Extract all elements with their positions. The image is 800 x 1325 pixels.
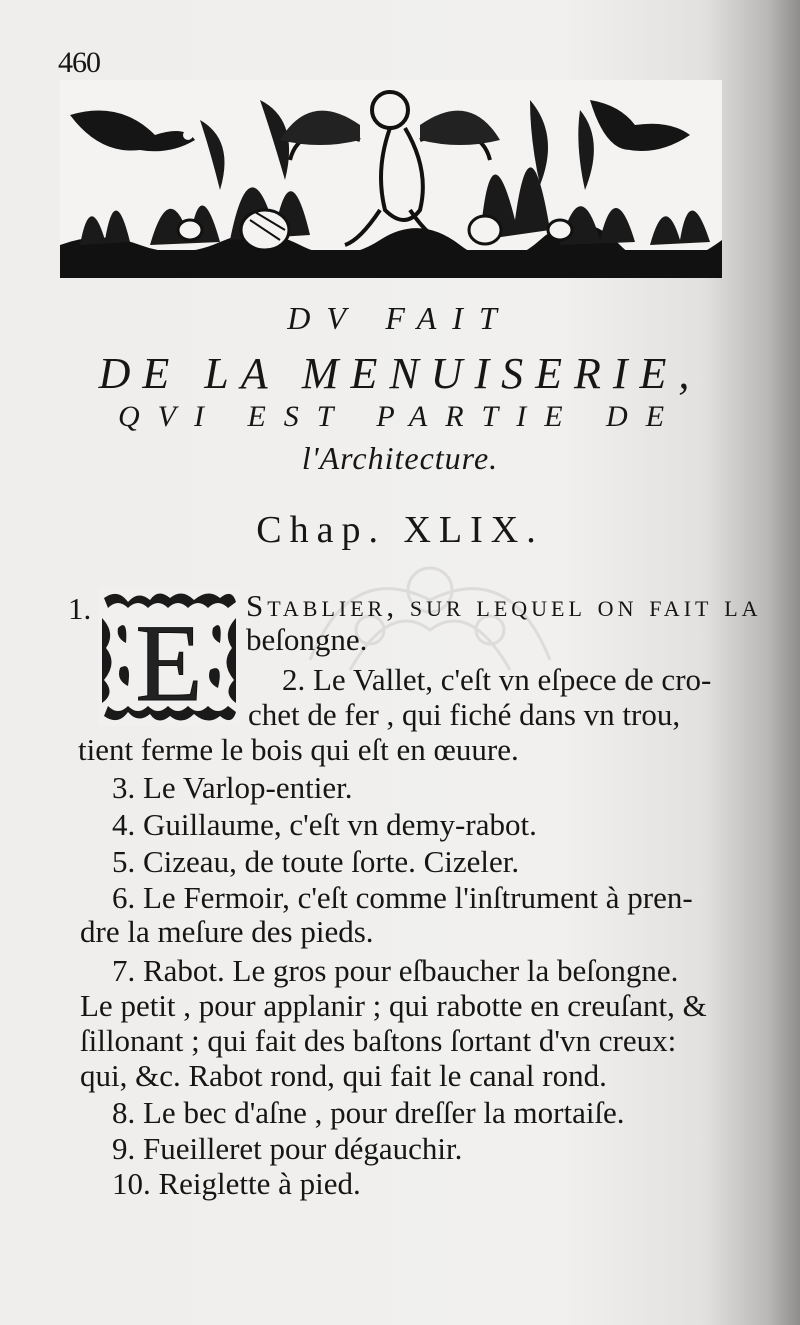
- text-line-12: 7. Rabot. Le gros pour eſbaucher la beſongne.: [112, 953, 679, 988]
- text-line-9: 5. Cizeau, de toute ſorte. Cizeler.: [112, 844, 520, 879]
- woodcut-ornament: [60, 80, 722, 278]
- text-line-14: ſillonant ; qui fait des baſtons ſortant d'vn creux:: [80, 1023, 677, 1058]
- title-line-4: l'Architecture.: [301, 440, 499, 476]
- title-line-1: DV FAIT: [287, 300, 513, 336]
- initial-letter: E: [135, 602, 203, 724]
- text-line-16: 8. Le bec d'aſne , pour dreſſer la mortaiſe.: [112, 1095, 625, 1130]
- title-line-3: QVI EST PARTIE DE: [117, 400, 683, 433]
- text-line-8: 4. Guillaume, c'eſt vn demy-rabot.: [112, 807, 537, 842]
- text-line-11: dre la meſure des pieds.: [80, 914, 374, 949]
- page-number: 460: [58, 46, 100, 79]
- text-line-17: 9. Fueilleret pour dégauchir.: [112, 1131, 463, 1166]
- text-line-4: 2. Le Vallet, c'eſt vn eſpece de cro-: [282, 662, 712, 697]
- text-line-2: Stablier, ſur lequel on fait la: [246, 588, 762, 623]
- text-line-18: 10. Reiglette à pied.: [112, 1166, 361, 1201]
- text-line-1: 1.: [68, 591, 92, 626]
- text-line-15: qui, &c. Rabot rond, qui fait le canal rond.: [80, 1058, 607, 1093]
- text-line-13: Le petit , pour applanir ; qui rabotte en creuſant, &: [80, 988, 707, 1023]
- text-line-5: chet de fer , qui fiché dans vn trou,: [248, 697, 681, 732]
- text-line-10: 6. Le Fermoir, c'eſt comme l'inſtrument à pren-: [112, 880, 693, 915]
- text-line-7: 3. Le Varlop-entier.: [112, 770, 353, 805]
- text-line-3: beſongne.: [246, 622, 368, 657]
- chapter-heading: Chap. XLIX.: [256, 509, 544, 551]
- decorated-initial: [98, 588, 240, 726]
- text-line-6: tient ferme le bois qui eſt en œuure.: [78, 732, 519, 767]
- title-line-2: DE LA MENUISERIE,: [98, 349, 702, 398]
